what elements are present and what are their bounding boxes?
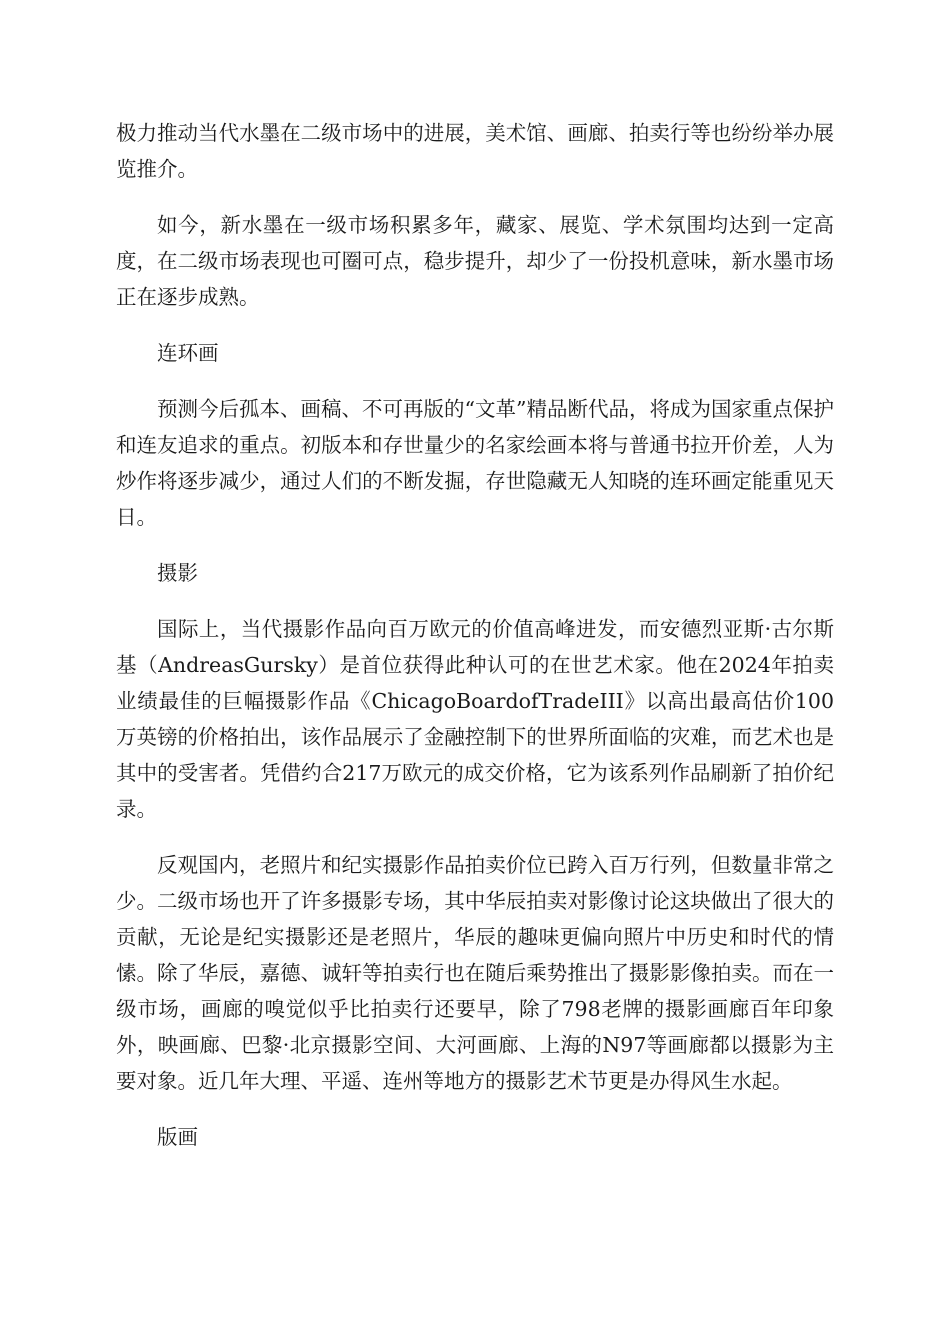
paragraph-comics: 预测今后孤本、画稿、不可再版的“文革”精品断代品，将成为国家重点保护和连友追求的重点。初版本和存世量少的名家绘画本将与普通书拉开价差，人为炒作将逐步减少，通过人们的不断发掘，存世隐藏无人知晓的连环画定能重见天日。 — [116, 397, 834, 529]
paragraph-new-ink-market: 如今，新水墨在一级市场积累多年，藏家、展览、学术氛围均达到一定高度，在二级市场表现也可圈可点，稳步提升，却少了一份投机意味，新水墨市场正在逐步成熟。 — [116, 213, 834, 309]
paragraph-photography-domestic: 反观国内，老照片和纪实摄影作品拍卖价位已跨入百万行列，但数量非常之少。二级市场也开了许多摄影专场，其中华辰拍卖对影像讨论这块做出了很大的贡献，无论是纪实摄影还是老照片，华辰的趣味更偏向照片中历史和时代的情愫。除了华辰，嘉德、诚轩等拍卖行也在随后乘势推出了摄影影像拍卖。而在一级市场，画廊的嗅觉似乎比拍卖行还要早，除了798老牌的摄影画廊百年印象外，映画廊、巴黎·北京摄影空间、大河画廊、上海的N97等画廊都以摄影为主要对象。近几年大理、平遥、连州等地方的摄影艺术节更是办得风生水起。 — [116, 853, 834, 1093]
paragraph-ink-market-continuation: 极力推动当代水墨在二级市场中的进展，美术馆、画廊、拍卖行等也纷纷举办展览推介。 — [116, 121, 834, 181]
section-heading-prints: 版画 — [157, 1125, 198, 1149]
document-body — [116, 115, 834, 1175]
paragraph-photography-international: 国际上，当代摄影作品向百万欧元的价值高峰进发，而安德烈亚斯·古尔斯基（AndreasGursky）是首位获得此种认可的在世艺术家。他在2024年拍卖业绩最佳的巨幅摄影作品《ChicagoBoardofTradeIII》以高出最高估价100万英镑的价格拍出，该作品展示了金融控制下的世界所面临的灾难，而艺术也是其中的受害者。凭借约合217万欧元的成交价格，它为该系列作品刷新了拍价纪录。 — [116, 617, 834, 821]
section-heading-photography: 摄影 — [157, 561, 198, 585]
section-heading-comics: 连环画 — [157, 341, 219, 365]
